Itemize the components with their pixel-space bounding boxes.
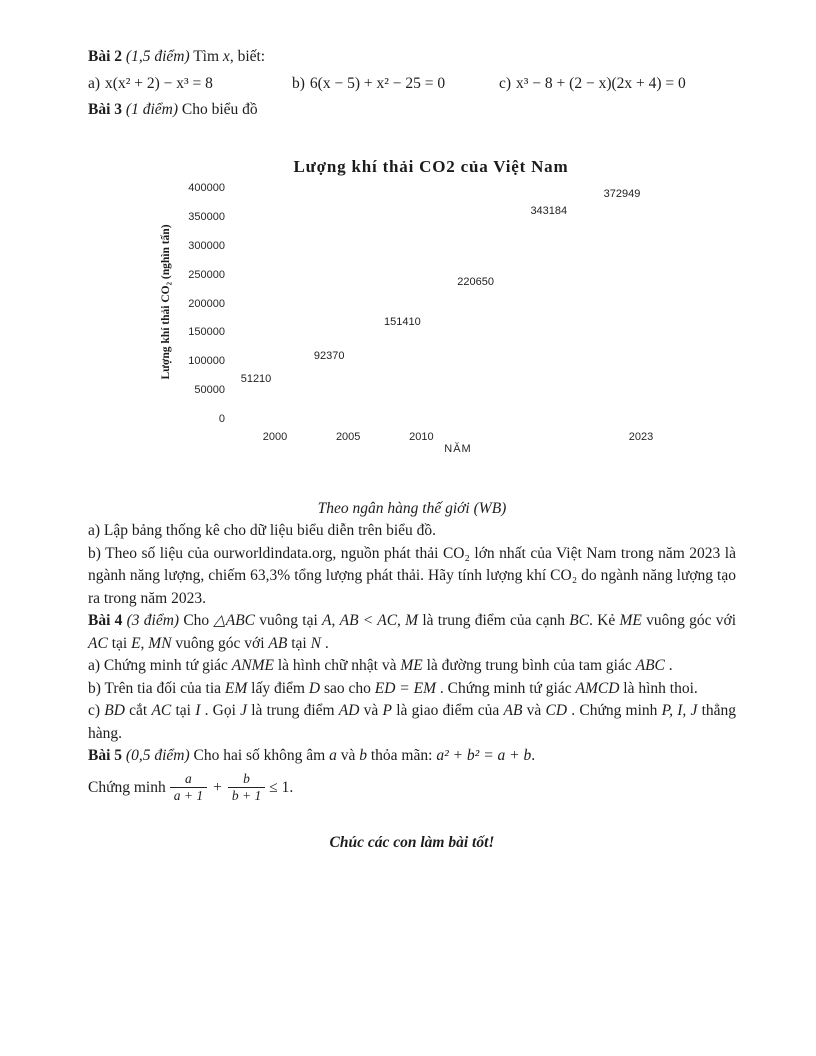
- equation-item-a: [88, 75, 292, 93]
- equation-item-b: [292, 75, 499, 93]
- inequality-tail: ≤ 1.: [269, 778, 294, 796]
- bai5-proof-line: [88, 768, 736, 808]
- text-run: thẳng hàng.: [88, 702, 737, 742]
- text-run: là hình chữ nhật và: [273, 657, 401, 674]
- text-run: thỏa mãn:: [367, 747, 437, 764]
- text-run: AB < AC: [339, 612, 398, 629]
- data-point-label: 92370: [313, 349, 345, 362]
- text-run: AMCD: [575, 679, 620, 697]
- text-run: a² + b² = a + b: [436, 747, 532, 764]
- equation-label: c): [499, 74, 512, 92]
- text-run: △ABC: [213, 612, 256, 629]
- text-run: AD: [338, 702, 360, 719]
- text-run: b: [359, 747, 367, 764]
- text-run: BD: [104, 702, 125, 719]
- text-run: và: [359, 702, 383, 719]
- text-run: tại: [287, 634, 311, 652]
- bai4-part-c: [88, 700, 736, 745]
- text-run: . Kẻ: [589, 612, 620, 629]
- text-run: là giao điểm của: [392, 702, 504, 719]
- fraction-1-denominator: a + 1: [170, 787, 207, 804]
- text-run: vuông góc với: [641, 612, 737, 629]
- equation-text: 6(x − 5) + x² − 25 = 0: [309, 74, 446, 92]
- bai3-part-a: [88, 520, 736, 543]
- bai4-intro: [88, 610, 736, 655]
- x-tick-label: 2010: [409, 431, 434, 443]
- text-run: ,: [140, 634, 149, 652]
- fraction-2: [228, 771, 265, 803]
- text-run: tại: [107, 634, 132, 652]
- text-run: lấy điểm: [247, 679, 309, 697]
- closing-message: Chúc các con làm bài tốt!: [329, 833, 495, 851]
- text-run: N: [310, 634, 321, 652]
- text-run: BC: [569, 612, 590, 629]
- text-run: (3 điểm): [126, 612, 180, 629]
- text-run: E: [131, 634, 141, 652]
- chart-title: Lượng khí thải CO2 của Việt Nam: [293, 157, 569, 176]
- fraction-2-numerator: b: [243, 771, 250, 787]
- text-run: cắt: [124, 702, 152, 719]
- text-run: AC: [88, 634, 108, 652]
- text-run: Bài 5: [88, 747, 126, 764]
- bai5-intro: [88, 745, 736, 768]
- text-run: b) Theo số liệu của ourworldindata.org, nguồn phát thải CO₂ lớn nhất của Việt Nam trong năm 2023 là ngành năng lượng, chiếm 63,3% tổng lượng phát thải. Hãy tính lượng khí CO₂ do ngành năng lượng tạo ra trong năm 2023.: [88, 544, 736, 607]
- y-tick-label: 400000: [188, 182, 225, 194]
- data-point-label: 151410: [384, 315, 421, 328]
- text-run: và: [522, 702, 546, 719]
- text-run: a) Lập bảng thống kê cho dữ liệu biểu diễn trên biểu đồ.: [88, 522, 437, 539]
- text-run: là hình thoi.: [619, 679, 698, 697]
- text-run: .: [320, 634, 329, 652]
- bai4-part-a: [88, 655, 736, 678]
- text-run: là trung điểm của cạnh: [418, 612, 570, 629]
- text-run: Tìm: [189, 48, 223, 65]
- text-run: D: [308, 679, 321, 697]
- y-tick-label: 0: [218, 413, 225, 425]
- fraction-1-numerator: a: [185, 771, 192, 787]
- equation-item-c: [499, 75, 736, 93]
- fraction-1: [170, 771, 207, 803]
- y-tick-label: 300000: [188, 239, 225, 252]
- equation-text: x³ − 8 + (2 − x)(2x + 4) = 0: [516, 74, 686, 92]
- data-point-label: 372949: [603, 187, 641, 200]
- text-run: Cho biểu đồ: [177, 100, 258, 118]
- co2-chart: [88, 157, 736, 497]
- text-run: ME: [619, 612, 642, 629]
- text-run: Bài 4: [88, 612, 127, 629]
- bai3-part-b: [88, 543, 736, 611]
- text-run: ,: [331, 612, 340, 629]
- y-tick-label: 50000: [194, 384, 225, 397]
- x-tick-label: 2023: [628, 431, 654, 443]
- text-run: tại: [171, 702, 196, 719]
- text-run: Bài 3: [88, 100, 126, 118]
- text-run: Cho hai số không âm: [189, 747, 330, 764]
- chart-y-axis-title: Lượng khí thải CO₂ (nghìn tấn): [160, 224, 172, 380]
- text-run: ED = EM: [374, 679, 436, 697]
- equation-text: x(x² + 2) − x³ = 8: [105, 74, 213, 92]
- text-run: P, I, J: [661, 702, 698, 719]
- text-run: là đường trung bình của tam giác: [422, 657, 636, 674]
- plus-sign: +: [213, 778, 222, 796]
- text-run: I: [195, 702, 201, 719]
- text-run: (0,5 điểm): [125, 747, 190, 764]
- text-run: c): [88, 702, 105, 719]
- fraction-2-denominator: b + 1: [228, 787, 265, 804]
- text-run: ME: [400, 657, 423, 674]
- x-tick-label: 2005: [335, 431, 361, 443]
- text-run: sao cho: [320, 679, 375, 697]
- text-run: Bài 2: [88, 48, 126, 65]
- x-tick-label: 2000: [262, 431, 288, 443]
- text-run: vuông tại: [255, 612, 323, 629]
- text-run: P: [382, 702, 393, 719]
- text-run: vuông góc với: [171, 634, 269, 652]
- y-tick-label: 250000: [188, 268, 225, 281]
- proof-prefix: Chứng minh: [88, 778, 166, 796]
- bai4-part-b: [88, 678, 736, 701]
- bai2-heading: [88, 46, 736, 69]
- y-tick-label: 150000: [188, 326, 225, 339]
- data-point-label: 343184: [530, 204, 568, 217]
- text-run: , biết:: [229, 48, 266, 65]
- text-run: b) Trên tia đối của tia: [88, 679, 225, 697]
- text-run: EM: [224, 679, 248, 697]
- text-run: là trung điểm: [247, 702, 339, 719]
- data-point-label: 51210: [240, 373, 272, 386]
- text-run: ,: [397, 612, 406, 629]
- equation-label: a): [88, 74, 101, 92]
- text-run: .: [531, 747, 536, 764]
- text-run: AC: [151, 702, 172, 719]
- data-point-label: 220650: [457, 275, 494, 288]
- text-run: ABC: [635, 657, 665, 674]
- text-run: (1,5 điểm): [125, 48, 190, 65]
- text-run: A: [322, 612, 332, 629]
- text-run: x: [222, 48, 230, 65]
- text-run: a: [329, 747, 337, 764]
- text-run: M: [405, 612, 419, 629]
- text-run: .: [664, 657, 673, 674]
- text-run: ANME: [231, 657, 274, 674]
- text-run: AB: [268, 634, 288, 652]
- text-run: . Chứng minh: [567, 702, 662, 719]
- text-run: (1 điểm): [125, 100, 178, 118]
- text-run: MN: [148, 634, 172, 652]
- chart-source-note: Theo ngân hàng thế giới (WB): [317, 500, 507, 517]
- bai3-heading: [88, 99, 736, 122]
- y-tick-label: 350000: [188, 210, 225, 223]
- exam-content: [88, 46, 736, 852]
- equation-label: b): [292, 74, 305, 92]
- text-run: Cho: [179, 612, 214, 629]
- text-run: . Chứng minh tứ giác: [436, 679, 576, 697]
- y-tick-label: 200000: [188, 297, 225, 310]
- text-run: và: [336, 747, 360, 764]
- text-run: a) Chứng minh tứ giác: [88, 657, 232, 674]
- chart-x-axis-title: NĂM: [444, 443, 472, 455]
- text-run: . Gọi: [200, 702, 241, 719]
- text-run: CD: [545, 702, 568, 719]
- bai2-equations: [88, 69, 736, 99]
- text-run: AB: [503, 702, 523, 719]
- y-tick-label: 100000: [188, 355, 225, 368]
- text-run: J: [240, 702, 248, 719]
